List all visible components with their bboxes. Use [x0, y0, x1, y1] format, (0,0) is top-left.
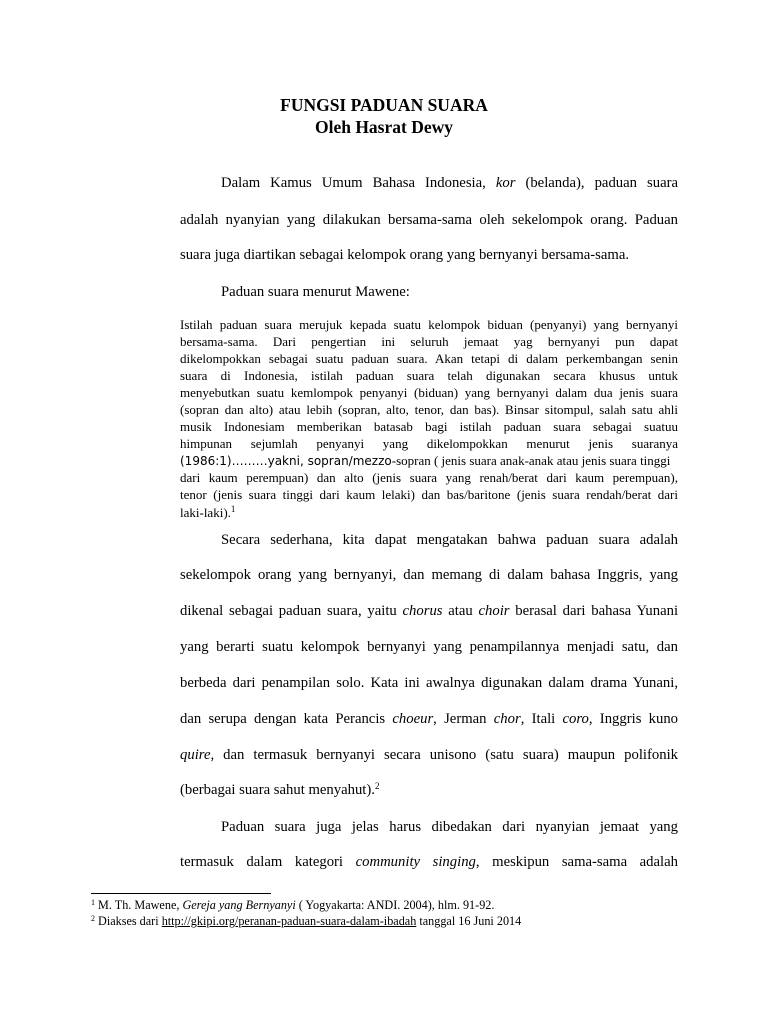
quote-line: (1986:1)………yakni, sopran/mezzo-sopran ( jenis suara anak-anak atau jenis suara tinggi: [180, 453, 671, 469]
document-author: Oleh Hasrat Dewy: [314, 117, 454, 137]
para3-line4: yang berarti suatu kelompok bernyanyi yang penampilannya menjadi satu, dan: [180, 639, 678, 655]
term-quire: quire,: [180, 747, 215, 763]
para3-line5: berbeda dari penampilan solo. Kata ini awalnya digunakan dalam drama Yunani,: [180, 675, 678, 691]
footnote-2: $^2$ Diakses dari http://gkipi.org/peranan-paduan-suara-dalam-ibadah tanggal 16 Juni 2014: [91, 914, 522, 928]
footnote-ref-1: 1: [230, 503, 236, 514]
document-title: FUNGSI PADUAN SUARA: [280, 95, 488, 115]
quote-line: tenor (jenis suara tinggi dari kaum lelaki) dan bas/baritone (jenis suara rendah/berat dari: [180, 487, 678, 503]
footnote-divider: [91, 893, 271, 894]
para1-line1: Dalam Kamus Umum Bahasa Indonesia, kor (belanda), paduan suara: [221, 175, 678, 191]
term-choeur: choeur: [392, 711, 434, 727]
para3-line2: sekelompok orang yang bernyanyi, dan memang di dalam bahasa Inggris, yang: [180, 567, 678, 583]
para1-line2: adalah nyanyian yang dilakukan bersama-sama oleh sekelompok orang. Paduan: [180, 212, 678, 228]
para3-line8: (berbagai suara sahut menyahut).$^2$: [180, 781, 380, 798]
quote-line: himpunan sejumlah penyanyi yang dikelompokkan menurut jenis suaranya: [180, 436, 678, 452]
term-choir: choir: [478, 603, 510, 619]
para3-line3: dikenal sebagai paduan suara, yaitu chorus atau choir berasal dari bahasa Yunani: [180, 603, 679, 619]
para3-line6: dan serupa dengan kata Perancis choeur, Jerman chor, Itali coro, Inggris kuno: [180, 711, 679, 727]
footnote-ref-2: 2: [374, 781, 380, 791]
para1-line3: suara juga diartikan sebagai kelompok orang yang bernyanyi bersama-sama.: [180, 247, 630, 263]
term-community-singing: community singing: [355, 854, 476, 870]
quote-line: (sopran dan alto) atau lebih (sopran, alto, tenor, dan bas). Binsar sitompul, salah satu ahli: [180, 402, 678, 418]
quote-line: dikelompokkan sebagai suatu paduan suara. Akan tetapi di dalam perkembangan senin: [180, 351, 678, 367]
para4-line1: Paduan suara juga jelas harus dibedakan dari nyanyian jemaat yang: [221, 819, 678, 835]
para2-line1: Paduan suara menurut Mawene:: [221, 284, 410, 300]
quote-line: menyebutkan suatu kemlompok penyanyi (biduan) yang bernyanyi dalam dua jenis suara: [180, 385, 678, 401]
footnote-1: $^1$ M. Th. Mawene, Gereja yang Bernyanyi ( Yogyakarta: ANDI. 2004), hlm. 91-92.: [91, 898, 495, 912]
quote-line: bersama-sama. Dari pengertian ini seluruh jemaat yag bernyanyi pun dapat: [180, 334, 678, 350]
quote-line: musik Indonesiam memberikan batasab bagi istilah paduan suara sebagai suatuu: [180, 419, 678, 435]
block-quote: [180, 316, 678, 521]
para4-line2: termasuk dalam kategori community singing, meskipun sama-sama adalah: [180, 854, 678, 870]
term-coro: coro: [562, 711, 589, 727]
para3-line7: quire, dan termasuk bernyanyi secara unisono (satu suara) maupun polifonik: [180, 747, 678, 763]
term-chorus: chorus: [402, 603, 443, 619]
term-chor: chor: [493, 711, 521, 727]
para3-line1: Secara sederhana, kita dapat mengatakan bahwa paduan suara adalah: [221, 532, 678, 548]
footnote-2-link[interactable]: http://gkipi.org/peranan-paduan-suara-dalam-ibadah: [161, 914, 417, 928]
quote-line: Istilah paduan suara merujuk kepada suatu kelompok biduan (penyanyi) yang bernyanyi: [180, 317, 678, 332]
quote-line: suara di Indonesia, istilah paduan suara telah digunakan secara khusus untuk: [180, 368, 678, 384]
quote-line: laki-laki).$^1$: [180, 503, 236, 520]
term-kor: kor: [495, 175, 516, 191]
quote-line: dari kaum perempuan) dan alto (jenis suara yang renah/berat dari kaum perempuan),: [180, 470, 678, 486]
